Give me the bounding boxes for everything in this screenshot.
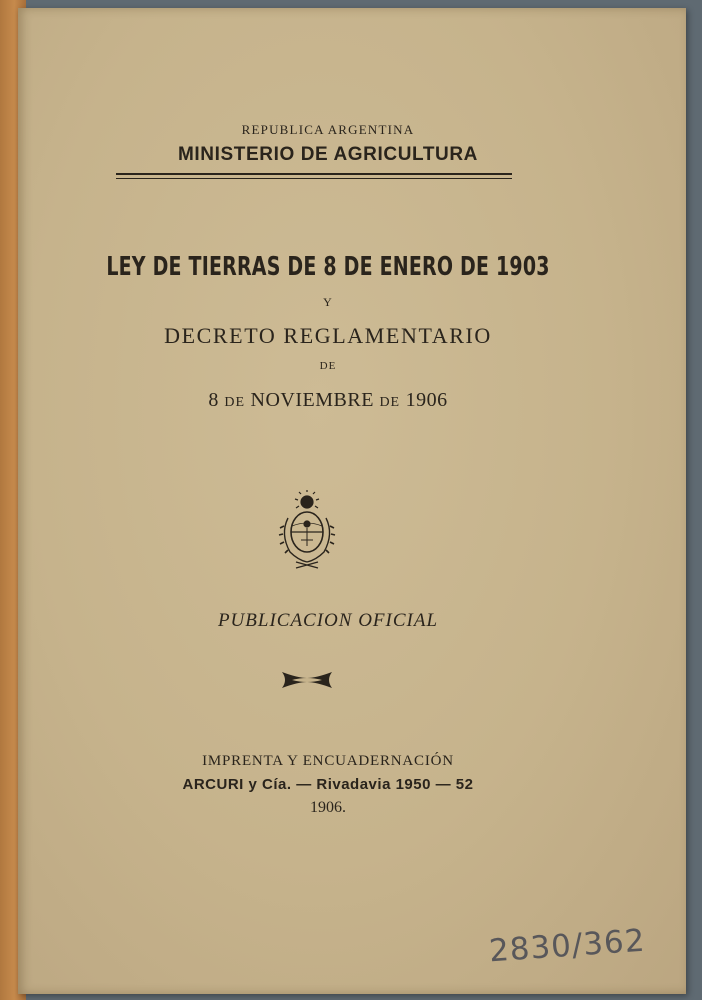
handwritten-catalog-number: 2830/362 [488, 922, 648, 970]
official-publication-label: PUBLICACION OFICIAL [217, 610, 439, 631]
publication-year: 1906. [310, 799, 346, 816]
date-de-1: DE [224, 395, 246, 410]
decree-date [18, 389, 638, 412]
date-de-2: DE [379, 395, 401, 410]
header-rule-thin [116, 178, 512, 179]
decree-title: DECRETO REGLAMENTARIO [164, 323, 492, 348]
date-month: NOVIEMBRE [250, 389, 374, 411]
title-page [18, 8, 686, 994]
date-year: 1906 [405, 389, 448, 411]
ornament-icon [280, 668, 334, 692]
republica-heading: REPUBLICA ARGENTINA [241, 122, 415, 137]
ministerio-heading: MINISTERIO DE AGRICULTURA [178, 144, 478, 165]
coat-of-arms-icon [274, 490, 340, 570]
printer-name-address: ARCURI y Cía. — Rivadavia 1950 — 52 [182, 776, 474, 793]
title-de: DE [319, 360, 337, 372]
date-day: 8 [208, 389, 219, 411]
header-rule-thick [116, 173, 512, 175]
printer-label: IMPRENTA Y ENCUADERNACIÓN [202, 753, 454, 769]
law-title: LEY DE TIERRAS DE 8 DE ENERO DE 1903 [106, 252, 550, 282]
title-conjunction: Y [323, 295, 333, 309]
